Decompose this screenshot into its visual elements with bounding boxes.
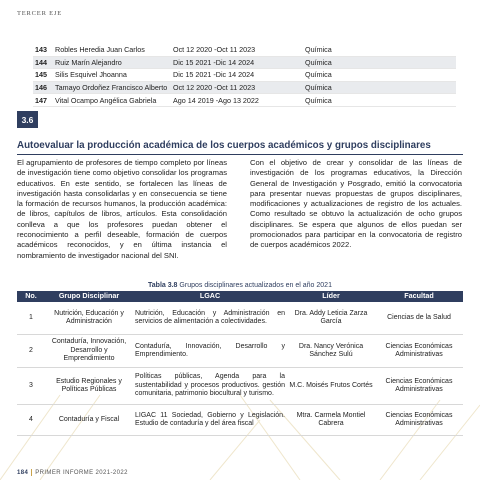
header-no: No. bbox=[17, 291, 45, 302]
researcher-name: Silis Esquivel Jhoanna bbox=[53, 69, 171, 82]
body-column-right: Con el objetivo de crear y consolidar de las líneas de investigación de los programas educativos, la Dirección General de Investigación y Posgrado, emitió la convocatoria para presentar nuevas propuestas de grupos disciplinares, modificaciones y actualizaciones de registro de los actuales. Como resultado se obtuvo la actualización de ocho grupos disciplinares. Se espera que algunos de ellos puedan ser promocionados para participar en la convocatoria de registro de cuerpos académicos 2022. bbox=[250, 158, 462, 250]
page-footer bbox=[17, 469, 128, 476]
section-header: TERCER EJE bbox=[17, 10, 63, 17]
footer-divider bbox=[31, 469, 32, 476]
table-row bbox=[33, 94, 456, 107]
table-caption bbox=[17, 282, 463, 289]
cell-lgac: Contaduría, Innovación, Desarrollo y Emprendimiento. bbox=[133, 335, 287, 368]
section-number-badge: 3.6 bbox=[17, 111, 38, 128]
date-range: Dic 15 2021 -Dic 14 2024 bbox=[171, 56, 287, 69]
table-row bbox=[17, 335, 463, 368]
table-row bbox=[33, 56, 456, 69]
cell-lider: Mtra. Carmela Montiel Cabrera bbox=[287, 405, 375, 436]
researcher-table bbox=[33, 44, 456, 107]
date-range: Dic 15 2021 -Dic 14 2024 bbox=[171, 69, 287, 82]
cell-no: 2 bbox=[17, 335, 45, 368]
researcher-name: Ruiz Marín Alejandro bbox=[53, 56, 171, 69]
researcher-name: Vital Ocampo Angélica Gabriela bbox=[53, 94, 171, 107]
cell-lgac: Políticas públicas, Agenda para la sustentabilidad y procesos productivos. gestión comunitaria, patrimonio biocultural y turismo. bbox=[133, 368, 287, 405]
cell-lider: Dra. Addy Leticia Zarza García bbox=[287, 302, 375, 335]
header-lider: Líder bbox=[287, 291, 375, 302]
area: Química bbox=[287, 94, 456, 107]
researcher-name: Tamayo Ordoñez Francisco Alberto bbox=[53, 81, 171, 94]
cell-facultad: Ciencias Económicas Administrativas bbox=[375, 335, 463, 368]
row-number: 147 bbox=[33, 94, 53, 107]
disciplinary-groups-table bbox=[17, 291, 463, 436]
header-lgac: LGAC bbox=[133, 291, 287, 302]
cell-no: 3 bbox=[17, 368, 45, 405]
table-row bbox=[17, 302, 463, 335]
date-range: Ago 14 2019 -Ago 13 2022 bbox=[171, 94, 287, 107]
cell-lider: M.C. Moisés Frutos Cortés bbox=[287, 368, 375, 405]
area: Química bbox=[287, 81, 456, 94]
cell-lgac: LIGAC 11 Sociedad, Gobierno y Legislación. Estudio de contaduría y del área fiscal bbox=[133, 405, 287, 436]
area: Química bbox=[287, 44, 456, 56]
table-caption-label: Tabla 3.8 bbox=[148, 282, 178, 289]
table-row bbox=[33, 81, 456, 94]
cell-facultad: Ciencias de la Salud bbox=[375, 302, 463, 335]
page-number: 184 bbox=[17, 470, 29, 477]
cell-no: 4 bbox=[17, 405, 45, 436]
area: Química bbox=[287, 56, 456, 69]
table-row bbox=[33, 69, 456, 82]
cell-no: 1 bbox=[17, 302, 45, 335]
section-title: Autoevaluar la producción académica de los cuerpos académicos y grupos disciplinares bbox=[17, 140, 431, 151]
date-range: Oct 12 2020 -Oct 11 2023 bbox=[171, 81, 287, 94]
date-range: Oct 12 2020 -Oct 11 2023 bbox=[171, 44, 287, 56]
cell-grupo: Nutrición, Educación y Administración bbox=[45, 302, 133, 335]
cell-lider: Dra. Nancy Verónica Sánchez Sulú bbox=[287, 335, 375, 368]
cell-facultad: Ciencias Económicas Administrativas bbox=[375, 405, 463, 436]
table-row bbox=[17, 405, 463, 436]
row-number: 145 bbox=[33, 69, 53, 82]
title-rule bbox=[17, 154, 463, 155]
table-row bbox=[17, 368, 463, 405]
cell-grupo: Contaduría y Fiscal bbox=[45, 405, 133, 436]
row-number: 144 bbox=[33, 56, 53, 69]
report-title: PRIMER INFORME 2021-2022 bbox=[35, 470, 128, 477]
row-number: 146 bbox=[33, 81, 53, 94]
cell-lgac: Nutrición, Educación y Administración en servicios de alimentación a colectividades. bbox=[133, 302, 287, 335]
cell-grupo: Estudio Regionales y Políticas Públicas bbox=[45, 368, 133, 405]
table-caption-text: Grupos disciplinares actualizados en el año 2021 bbox=[179, 282, 332, 289]
header-grupo: Grupo Disciplinar bbox=[45, 291, 133, 302]
table-row bbox=[33, 44, 456, 56]
body-column-left: El agrupamiento de profesores de tiempo completo por líneas de investigación tiene como objetivo consolidar los programas educativos. En este sentido, se fortalecen las líneas de investigación hasta consolidarlas y en consecuencia se tiene la formación de recursos humanos, la producción académica: de libros, capítulos de libros, artículos. Esta consolidación conlleva a que los profesores puedan obtener el reconocimiento a perfil deseable, formación de cuerpos académicos reconocidos, y en última instancia el nombramiento de investigador nacional del SNI. bbox=[17, 158, 227, 260]
header-facultad: Facultad bbox=[375, 291, 463, 302]
researcher-name: Robles Heredia Juan Carlos bbox=[53, 44, 171, 56]
cell-grupo: Contaduría, Innovación, Desarrollo y Emprendimiento bbox=[45, 335, 133, 368]
area: Química bbox=[287, 69, 456, 82]
row-number: 143 bbox=[33, 44, 53, 56]
cell-facultad: Ciencias Económicas Administrativas bbox=[375, 368, 463, 405]
